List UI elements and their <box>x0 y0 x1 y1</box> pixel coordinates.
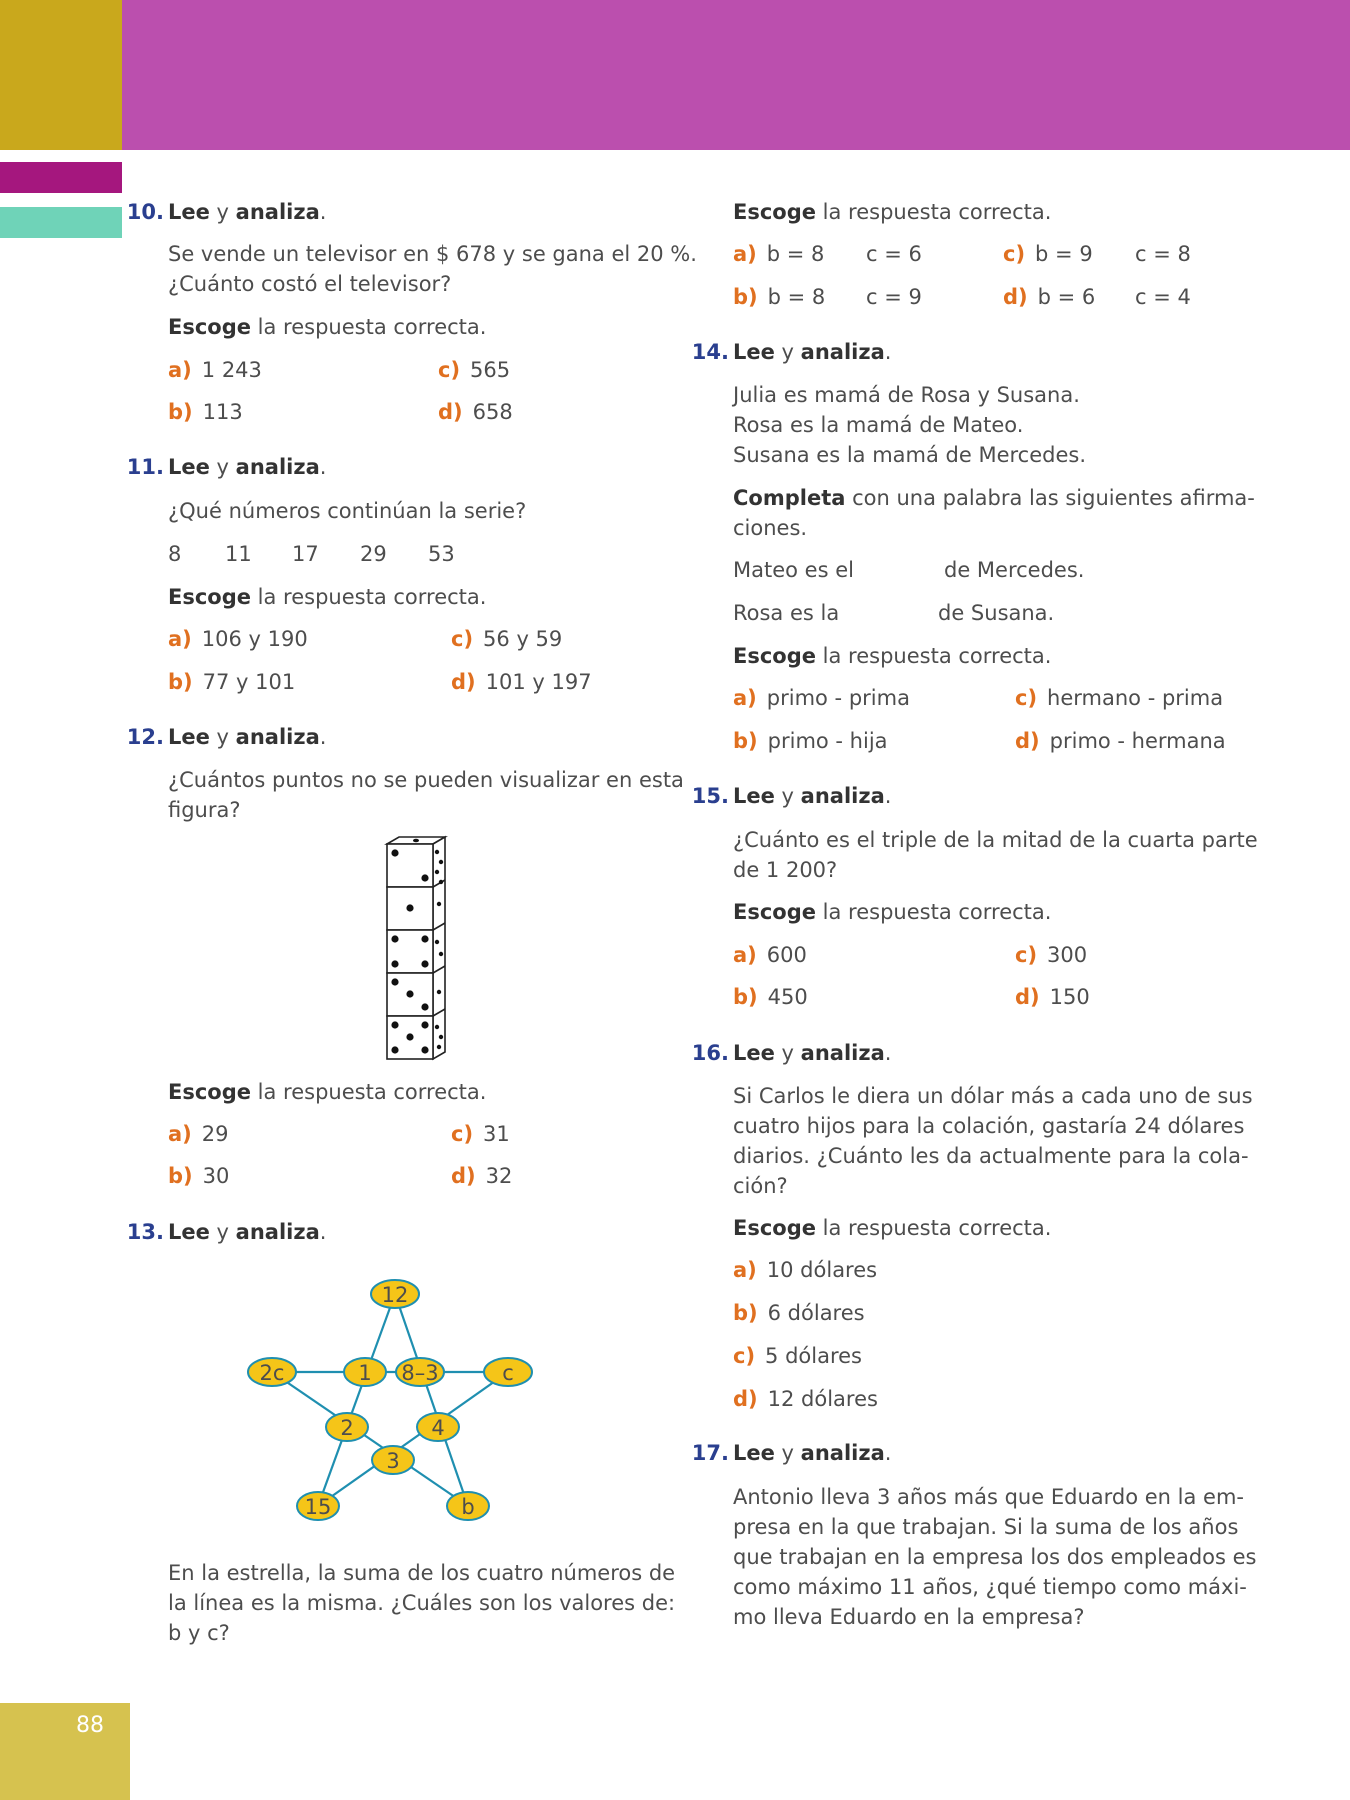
star-label-mid-right: 4 <box>431 1416 445 1440</box>
question-15-instruction: Lee y analiza. <box>733 784 892 808</box>
star-label-left: 2c <box>259 1361 285 1385</box>
dice-tower-figure <box>382 832 454 1064</box>
question-16-text-line4: ción? <box>733 1174 788 1198</box>
question-10-option-b[interactable]: b) 113 <box>168 400 243 424</box>
question-14-blank1-start: Mateo es el <box>733 558 854 582</box>
page-number: 88 <box>76 1713 104 1738</box>
question-15-option-c[interactable]: c) 300 <box>1015 943 1088 967</box>
question-12-text-line2: figura? <box>168 798 241 822</box>
question-10-number: 10. <box>126 200 164 224</box>
question-14-blank1-end: de Mercedes. <box>944 558 1085 582</box>
question-16-number: 16. <box>691 1041 729 1065</box>
series-item: 11 <box>225 542 252 566</box>
question-10-text-line2: ¿Cuánto costó el televisor? <box>168 272 452 296</box>
question-15-option-d[interactable]: d) 150 <box>1015 985 1090 1009</box>
question-14-line2: Rosa es la mamá de Mateo. <box>733 413 1024 437</box>
question-13-text-line3: b y c? <box>168 1621 230 1645</box>
question-14-instruction: Lee y analiza. <box>733 340 892 364</box>
question-14-line3: Susana es la mamá de Mercedes. <box>733 443 1087 467</box>
question-12-escoge: Escoge la respuesta correcta. <box>168 1080 487 1104</box>
question-14-number: 14. <box>691 340 729 364</box>
question-17-text-line2: presa en la que trabajan. Si la suma de los años <box>733 1515 1239 1539</box>
header-band-gold <box>0 0 122 150</box>
question-13-text-line1: En la estrella, la suma de los cuatro números de <box>168 1561 676 1585</box>
question-17-text-line5: mo lleva Eduardo en la empresa? <box>733 1605 1085 1629</box>
question-14-completa-line2: ciones. <box>733 516 808 540</box>
star-label-inner-left: 1 <box>358 1361 372 1385</box>
question-14-option-a[interactable]: a) primo - prima <box>733 686 910 710</box>
question-13-instruction: Lee y analiza. <box>168 1220 327 1244</box>
series-item: 8 <box>168 542 182 566</box>
question-12-option-d[interactable]: d) 32 <box>451 1164 513 1188</box>
question-13-number: 13. <box>126 1220 164 1244</box>
question-13-escoge: Escoge la respuesta correcta. <box>733 200 1052 224</box>
question-16-option-a[interactable]: a) 10 dólares <box>733 1258 878 1282</box>
question-11-option-b[interactable]: b) 77 y 101 <box>168 670 296 694</box>
star-label-bottom-left: 15 <box>304 1495 332 1519</box>
question-13-option-c-c: c = 8 <box>1135 242 1191 266</box>
question-14-option-c[interactable]: c) hermano - prima <box>1015 686 1224 710</box>
question-11-option-d[interactable]: d) 101 y 197 <box>451 670 592 694</box>
question-15-option-a[interactable]: a) 600 <box>733 943 807 967</box>
series-item: 53 <box>428 542 455 566</box>
question-16-option-b[interactable]: b) 6 dólares <box>733 1301 865 1325</box>
star-label-right: c <box>502 1361 514 1385</box>
question-11-instruction: Lee y analiza. <box>168 455 327 479</box>
star-label-top: 12 <box>381 1283 409 1307</box>
question-10-option-a[interactable]: a) 1 243 <box>168 358 262 382</box>
question-10-instruction: Lee y analiza. <box>168 200 327 224</box>
question-17-instruction: Lee y analiza. <box>733 1441 892 1465</box>
question-15-escoge: Escoge la respuesta correcta. <box>733 900 1052 924</box>
question-12-option-c[interactable]: c) 31 <box>451 1122 510 1146</box>
question-14-completa-line1: Completa con una palabra las siguientes afirma- <box>733 486 1255 510</box>
question-14-option-d[interactable]: d) primo - hermana <box>1015 729 1226 753</box>
series-item: 29 <box>360 542 387 566</box>
question-17-text-line1: Antonio lleva 3 años más que Eduardo en la em- <box>733 1485 1244 1509</box>
question-14-blank2-start: Rosa es la <box>733 601 840 625</box>
question-12-option-a[interactable]: a) 29 <box>168 1122 229 1146</box>
question-10-escoge: Escoge la respuesta correcta. <box>168 315 487 339</box>
question-16-text-line1: Si Carlos le diera un dólar más a cada uno de sus <box>733 1084 1253 1108</box>
question-11-number: 11. <box>126 455 164 479</box>
question-12-number: 12. <box>126 725 164 749</box>
question-10-option-d[interactable]: d) 658 <box>438 400 513 424</box>
question-16-text-line3: diarios. ¿Cuánto les da actualmente para la cola- <box>733 1144 1249 1168</box>
side-tab-teal <box>0 207 122 238</box>
question-14-option-b[interactable]: b) primo - hija <box>733 729 888 753</box>
question-13-option-a[interactable]: a) b = 8 <box>733 242 825 266</box>
side-tab-magenta <box>0 162 122 193</box>
question-14-escoge: Escoge la respuesta correcta. <box>733 644 1052 668</box>
question-16-option-d[interactable]: d) 12 dólares <box>733 1387 878 1411</box>
question-14-line1: Julia es mamá de Rosa y Susana. <box>733 383 1080 407</box>
question-16-text-line2: cuatro hijos para la colación, gastaría 24 dólares <box>733 1114 1245 1138</box>
star-figure <box>240 1270 540 1540</box>
question-10-text-line1: Se vende un televisor en $ 678 y se gana el 20 %. <box>168 242 697 266</box>
question-14-blank2-end: de Susana. <box>938 601 1055 625</box>
question-15-option-b[interactable]: b) 450 <box>733 985 808 1009</box>
question-11-question: ¿Qué números continúan la serie? <box>168 499 527 523</box>
question-15-text-line1: ¿Cuánto es el triple de la mitad de la cuarta parte <box>733 828 1258 852</box>
question-15-text-line2: de 1 200? <box>733 858 838 882</box>
question-11-escoge: Escoge la respuesta correcta. <box>168 585 487 609</box>
question-13-option-c[interactable]: c) b = 9 <box>1003 242 1093 266</box>
star-label-mid-left: 2 <box>340 1416 354 1440</box>
question-13-text-line2: la línea es la misma. ¿Cuáles son los valores de: <box>168 1591 676 1615</box>
question-12-text-line1: ¿Cuántos puntos no se pueden visualizar en esta <box>168 768 684 792</box>
question-16-escoge: Escoge la respuesta correcta. <box>733 1216 1052 1240</box>
question-15-number: 15. <box>691 784 729 808</box>
series-item: 17 <box>292 542 319 566</box>
question-12-option-b[interactable]: b) 30 <box>168 1164 230 1188</box>
star-label-inner-right: 8–3 <box>401 1361 439 1385</box>
star-label-bottom-center: 3 <box>386 1449 400 1473</box>
star-label-bottom-right: b <box>461 1495 475 1519</box>
header-band-purple <box>122 0 1350 150</box>
question-11-option-c[interactable]: c) 56 y 59 <box>451 627 563 651</box>
question-13-option-b-c: c = 9 <box>866 285 922 309</box>
question-12-instruction: Lee y analiza. <box>168 725 327 749</box>
question-16-option-c[interactable]: c) 5 dólares <box>733 1344 862 1368</box>
question-11-option-a[interactable]: a) 106 y 190 <box>168 627 308 651</box>
question-17-number: 17. <box>691 1441 729 1465</box>
question-17-text-line3: que trabajan en la empresa los dos empleados es <box>733 1545 1257 1569</box>
question-13-option-d[interactable]: d) b = 6 <box>1003 285 1096 309</box>
question-13-option-d-c: c = 4 <box>1135 285 1191 309</box>
question-13-option-a-c: c = 6 <box>866 242 922 266</box>
question-10-option-c[interactable]: c) 565 <box>438 358 511 382</box>
question-17-text-line4: como máximo 11 años, ¿qué tiempo como máxi- <box>733 1575 1247 1599</box>
question-16-instruction: Lee y analiza. <box>733 1041 892 1065</box>
question-13-option-b[interactable]: b) b = 8 <box>733 285 826 309</box>
